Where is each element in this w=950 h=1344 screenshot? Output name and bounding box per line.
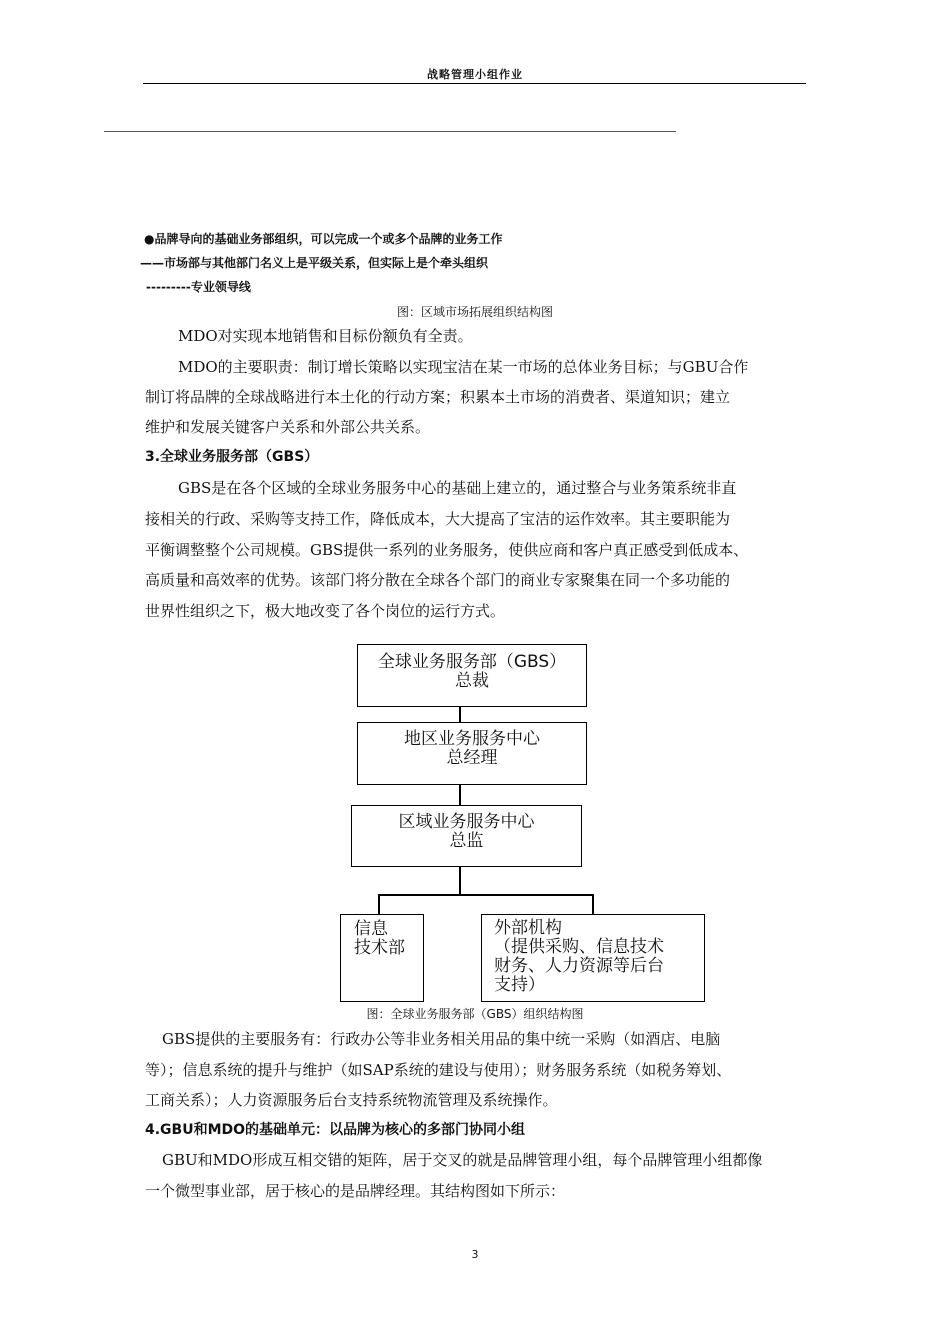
org-connector: [378, 894, 593, 896]
org-connector: [378, 894, 380, 914]
org-box-regional-center-role: 总经理: [446, 748, 498, 768]
paragraph-mdo-responsibility: MDO对实现本地销售和目标份额负有全责。: [178, 327, 473, 345]
org-box-external-line4: 支持）: [494, 975, 545, 995]
org-box-area-center-role: 总监: [449, 831, 484, 851]
legend-item-brand-unit: ●品牌导向的基础业务部组织，可以完成一个或多个品牌的业务工作: [144, 232, 503, 246]
org-box-external: [481, 914, 705, 1002]
page-number: 3: [471, 1248, 479, 1261]
org-box-gbs-president-role: 总裁: [455, 671, 489, 691]
paragraph-gbs-line2: 接相关的行政、采购等支持工作，降低成本，大大提高了宝洁的运作效率。其主要职能为: [145, 510, 731, 528]
section-heading-gbs: 3.全球业务服务部（GBS）: [145, 449, 319, 465]
paragraph-brand-team-line1: GBU和MDO形成互相交错的矩阵，居于交叉的就是品牌管理小组，每个品牌管理小组都像: [162, 1151, 763, 1169]
paragraph-gbs-line3: 平衡调整整个公司规模。GBS提供一系列的业务服务，使供应商和客户真正感受到低成本、: [145, 541, 749, 559]
paragraph-gbs-line1: GBS是在各个区域的全球业务服务中心的基础上建立的，通过整合与业务策系统非直: [178, 479, 737, 497]
paragraph-mdo-duties-line1: MDO的主要职责：制订增长策略以实现宝洁在某一市场的总体业务目标；与GBU合作: [178, 358, 749, 376]
figure1-caption: 图：区域市场拓展组织结构图: [396, 305, 553, 319]
page-header-title: 战略管理小组作业: [427, 68, 523, 81]
org-box-external-line2: （提供采购、信息技术: [494, 937, 664, 957]
paragraph-gbs-line4: 高质量和高效率的优势。该部门将分散在全球各个部门的商业专家聚集在同一个多功能的: [145, 571, 731, 589]
org-connector: [592, 894, 594, 914]
org-box-it-dept: [340, 914, 424, 1002]
org-connector: [459, 785, 461, 805]
org-box-external-line3: 财务、人力资源等后台: [494, 956, 664, 976]
org-box-external-line1: 外部机构: [494, 918, 562, 938]
paragraph-gbs-services-line2: 等）；信息系统的提升与维护（如SAP系统的建设与使用）；财务服务系统（如税务筹划、: [145, 1061, 732, 1079]
paragraph-gbs-line5: 世界性组织之下，极大地改变了各个岗位的运行方式。: [145, 602, 506, 620]
section-heading-gbu-mdo: 4.GBU和MDO的基础单元：以品牌为核心的多部门协同小组: [145, 1122, 526, 1138]
paragraph-gbs-services-line1: GBS提供的主要服务有：行政办公等非业务相关用品的集中统一采购（如酒店、电脑: [162, 1030, 721, 1048]
org-box-area-center-title: 区域业务服务中心: [398, 812, 535, 832]
org-box-regional-center: [357, 722, 587, 785]
paragraph-brand-team-line2: 一个微型事业部，居于核心的是品牌经理。其结构图如下所示：: [145, 1182, 566, 1200]
org-box-gbs-president-title: 全球业务服务部（GBS）: [377, 652, 567, 672]
org-box-gbs-president: [357, 644, 587, 707]
paragraph-gbs-services-line3: 工商关系）；人力资源服务后台支持系统物流管理及系统操作。: [145, 1091, 558, 1109]
org-connector: [459, 707, 461, 722]
legend-item-professional-line: ---------专业领导线: [146, 280, 251, 294]
paragraph-mdo-duties-line2: 制订将品牌的全球战略进行本土化的行动方案；积累本土市场的消费者、渠道知识；建立: [145, 388, 731, 406]
org-connector: [459, 867, 461, 895]
header-divider: [143, 83, 806, 84]
org-box-it-dept-line1: 信息: [354, 919, 388, 939]
thin-divider: [104, 131, 676, 132]
figure2-caption: 图：全球业务服务部（GBS）组织结构图: [366, 1007, 584, 1021]
legend-item-market-dept: ——市场部与其他部门名义上是平级关系，但实际上是个牵头组织: [140, 256, 489, 270]
paragraph-mdo-duties-line3: 维护和发展关键客户关系和外部公共关系。: [145, 418, 431, 436]
org-box-it-dept-line2: 技术部: [354, 938, 405, 958]
org-box-regional-center-title: 地区业务服务中心: [404, 729, 540, 749]
org-box-area-center: [351, 805, 582, 867]
